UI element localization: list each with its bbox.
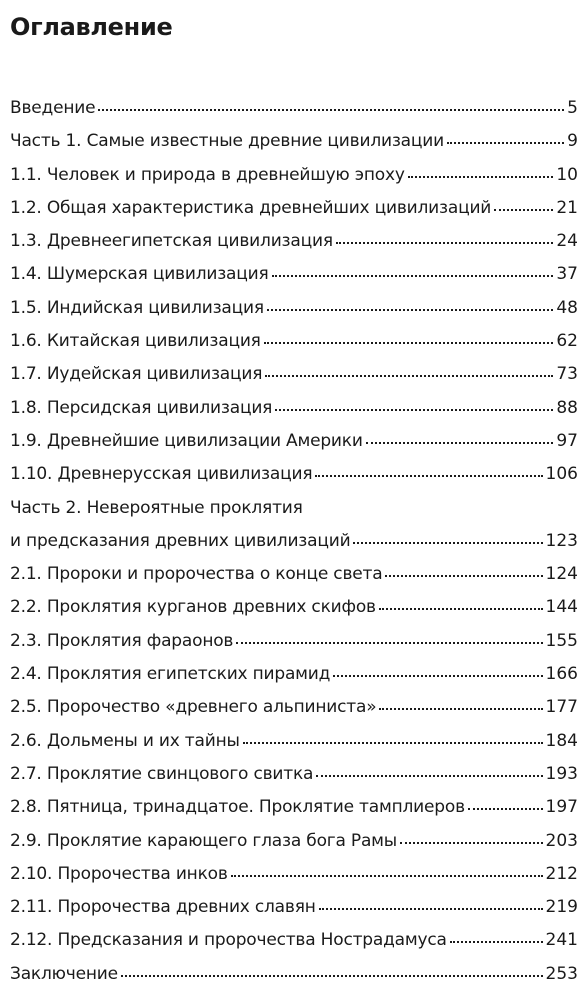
toc-entry[interactable]	[10, 591, 578, 624]
toc-entry[interactable]	[10, 425, 578, 458]
toc-entry[interactable]	[10, 558, 578, 591]
toc-entry-title: и предсказания древних цивилизаций	[10, 530, 351, 551]
toc-entry-title: 1.8. Персидская цивилизация	[10, 397, 273, 418]
dot-leader	[379, 706, 542, 710]
toc-entry-page: 203	[545, 830, 578, 851]
dot-leader	[121, 973, 543, 977]
toc-entry-title: 1.6. Китайская цивилизация	[10, 331, 261, 352]
toc-entry-title: 1.9. Древнейшие цивилизации Америки	[10, 430, 363, 451]
toc-entry[interactable]	[10, 225, 578, 258]
toc-entry[interactable]	[10, 358, 578, 391]
dot-leader	[243, 740, 543, 744]
toc-entry-page: 21	[556, 197, 578, 218]
dot-leader	[336, 240, 554, 244]
toc-entry[interactable]	[10, 525, 578, 558]
toc-entry-page: 48	[556, 297, 578, 318]
toc-entry-page: 253	[545, 963, 578, 984]
dot-leader	[450, 939, 543, 943]
toc-entry-title: 2.11. Пророчества древних славян	[10, 897, 316, 918]
toc-entry-title: 2.5. Пророчество «древнего альпиниста»	[10, 697, 377, 718]
toc-entry-title: Введение	[10, 98, 96, 118]
toc-entry-page: 166	[545, 664, 578, 685]
toc-entry-page: 177	[545, 697, 578, 718]
dot-leader	[264, 340, 554, 344]
dot-leader	[316, 773, 542, 777]
toc-entry-page: 212	[545, 863, 578, 884]
toc-entry-title: 2.9. Проклятие карающего глаза бога Рамы	[10, 830, 398, 851]
toc-entry-title: Часть 1. Самые известные древние цивилизации	[10, 131, 444, 152]
toc-entry-page: 184	[545, 730, 578, 751]
toc-entry[interactable]	[10, 192, 578, 225]
dot-leader	[231, 873, 543, 877]
dot-leader	[494, 207, 553, 211]
toc-entry-title: 2.3. Проклятия фараонов	[10, 630, 234, 651]
table-of-contents	[10, 92, 578, 991]
toc-entry-title: 2.2. Проклятия курганов древних скифов	[10, 597, 376, 618]
dot-leader	[236, 640, 542, 644]
dot-leader	[315, 473, 542, 477]
toc-entry[interactable]	[10, 292, 578, 325]
toc-entry[interactable]	[10, 159, 578, 192]
toc-entry-title: Заключение	[10, 963, 118, 984]
toc-entry-page: 37	[556, 264, 578, 285]
dot-leader	[379, 606, 543, 610]
toc-entry-page: 73	[556, 364, 578, 385]
dot-leader	[272, 273, 554, 277]
toc-entry-page: 144	[545, 597, 578, 618]
toc-entry-title: 1.5. Индийская цивилизация	[10, 297, 264, 318]
toc-entry[interactable]	[10, 392, 578, 425]
dot-leader	[400, 840, 543, 844]
dot-leader	[468, 806, 543, 810]
toc-entry-title: 1.4. Шумерская цивилизация	[10, 264, 269, 285]
dot-leader	[98, 107, 564, 111]
toc-entry[interactable]	[10, 325, 578, 358]
toc-entry-title: 2.4. Проклятия египетских пирамид	[10, 664, 331, 685]
dot-leader	[353, 540, 542, 544]
dot-leader	[333, 673, 542, 677]
toc-entry-title: 2.12. Предсказания и пророчества Нострадамуса	[10, 930, 447, 951]
toc-entry-title: 2.10. Пророчества инков	[10, 863, 228, 884]
toc-entry-page: 124	[545, 564, 578, 585]
toc-entry-title: 2.8. Пятница, тринадцатое. Проклятие тамплиеров	[10, 797, 465, 818]
toc-entry-title: 2.7. Проклятие свинцового свитка	[10, 763, 314, 784]
toc-entry-page: 106	[545, 464, 578, 485]
toc-entry-page: 123	[545, 530, 578, 551]
toc-entry-page: 97	[556, 430, 578, 451]
dot-leader	[408, 174, 554, 178]
toc-entry[interactable]	[10, 92, 578, 125]
dot-leader	[385, 573, 542, 577]
toc-entry[interactable]	[10, 658, 578, 691]
toc-entry-page: 219	[545, 897, 578, 918]
toc-entry[interactable]	[10, 891, 578, 924]
toc-entry[interactable]	[10, 258, 578, 291]
toc-entry[interactable]	[10, 492, 578, 525]
toc-entry[interactable]	[10, 625, 578, 658]
toc-entry-page: 5	[567, 98, 578, 118]
dot-leader	[447, 140, 564, 144]
page-title: Оглавление	[10, 13, 173, 41]
toc-entry-page: 10	[556, 164, 578, 185]
toc-entry-page: 193	[545, 763, 578, 784]
toc-entry[interactable]	[10, 924, 578, 957]
toc-entry[interactable]	[10, 758, 578, 791]
toc-entry-page: 9	[567, 131, 578, 152]
toc-entry-page: 88	[556, 397, 578, 418]
dot-leader	[267, 307, 553, 311]
toc-entry-title: 1.3. Древнеегипетская цивилизация	[10, 231, 333, 252]
toc-entry[interactable]	[10, 125, 578, 158]
toc-entry-page: 24	[556, 231, 578, 252]
toc-entry-title: 2.1. Пророки и пророчества о конце света	[10, 564, 383, 585]
dot-leader	[265, 373, 553, 377]
toc-entry[interactable]	[10, 825, 578, 858]
dot-leader	[319, 906, 543, 910]
toc-entry-page: 197	[545, 797, 578, 818]
toc-entry-page: 241	[545, 930, 578, 951]
toc-entry[interactable]	[10, 725, 578, 758]
toc-entry[interactable]	[10, 858, 578, 891]
toc-entry-title: 1.7. Иудейская цивилизация	[10, 364, 263, 385]
toc-entry-page: 155	[545, 630, 578, 651]
toc-entry-title: 1.1. Человек и природа в древнейшую эпоху	[10, 164, 405, 185]
toc-entry-title: Часть 2. Невероятные проклятия	[10, 497, 303, 518]
toc-entry[interactable]	[10, 791, 578, 824]
toc-entry[interactable]	[10, 691, 578, 724]
toc-entry-title: 1.2. Общая характеристика древнейших цивилизаций	[10, 197, 492, 218]
toc-entry[interactable]	[10, 458, 578, 491]
toc-entry-title: 1.10. Древнерусская цивилизация	[10, 464, 313, 485]
dot-leader	[366, 440, 554, 444]
toc-entry-title: 2.6. Дольмены и их тайны	[10, 730, 240, 751]
dot-leader	[275, 407, 553, 411]
toc-entry-page: 62	[556, 331, 578, 352]
toc-entry[interactable]	[10, 958, 578, 991]
